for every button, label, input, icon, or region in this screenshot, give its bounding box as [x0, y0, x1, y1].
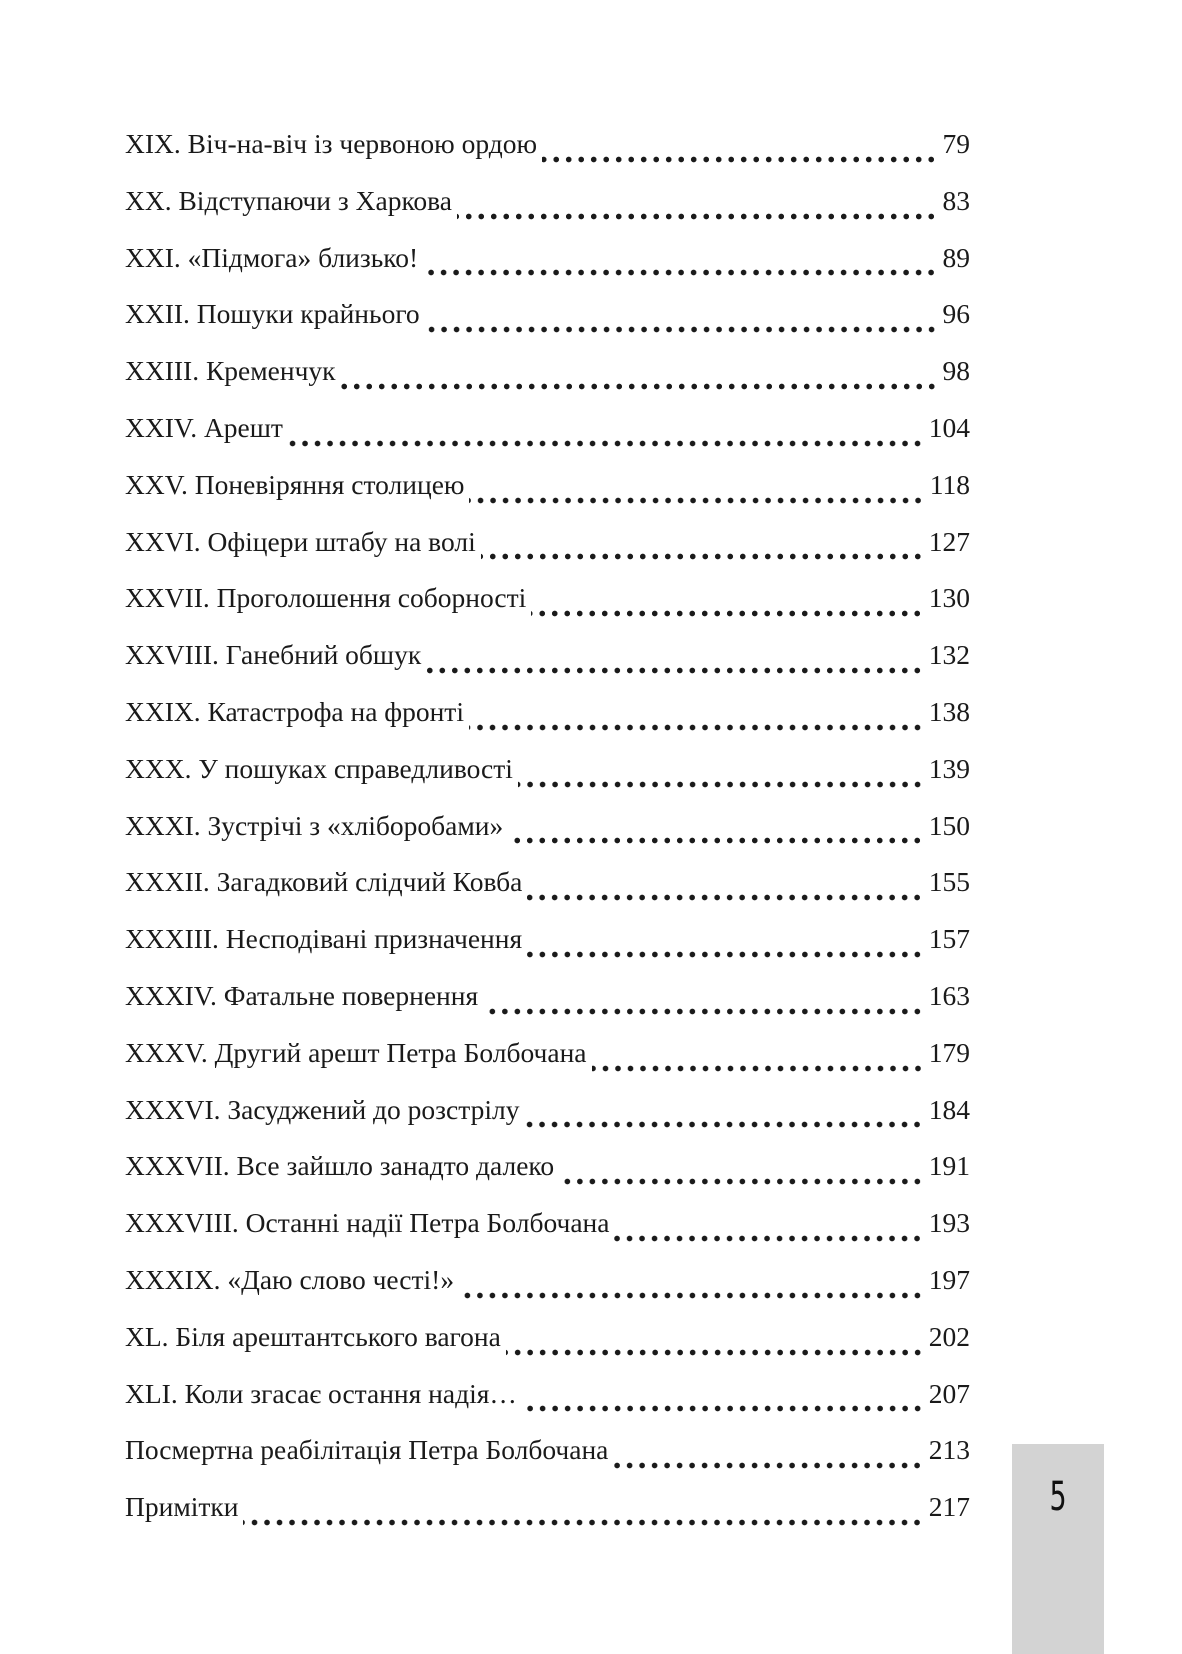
toc-entry-title: XXXII. Загадковий слідчий Ковба [125, 866, 523, 898]
toc-entry-page: 184 [928, 1093, 970, 1125]
dot-leader [457, 213, 938, 220]
dot-leader [469, 497, 924, 504]
page-number: 5 [1049, 1474, 1067, 1520]
toc-entry-page: 157 [928, 923, 970, 955]
toc-entry [125, 1035, 970, 1092]
toc-entry [125, 1376, 970, 1433]
toc-entry-title: XXVIII. Ганебний обшук [125, 639, 422, 671]
toc-entry [125, 751, 970, 808]
toc-entry-page: 193 [928, 1207, 970, 1239]
toc-entry-page: 207 [928, 1377, 970, 1409]
dot-leader [459, 1292, 924, 1299]
toc-entry [125, 1262, 970, 1319]
dot-leader [243, 1519, 923, 1526]
toc-entry [125, 296, 970, 353]
toc-entry-title: XXX. У пошуках справедливості [125, 752, 513, 784]
dot-leader [508, 837, 924, 844]
toc-entry [125, 808, 970, 865]
dot-leader [426, 667, 924, 674]
toc-entry [125, 1319, 970, 1376]
toc-entry-page: 179 [928, 1036, 970, 1068]
toc-entry-page: 139 [928, 752, 970, 784]
toc-entry-page: 130 [928, 582, 970, 614]
dot-leader [613, 1462, 923, 1469]
toc-entry-title: Посмертна реабілітація Петра Болбочана [125, 1434, 609, 1466]
toc-entry-title: XXIII. Кременчук [125, 355, 336, 387]
toc-entry [125, 694, 970, 751]
dot-leader [425, 326, 938, 333]
toc-entry-page: 155 [928, 866, 970, 898]
toc-entry-title: XXV. Поневіряння столицею [125, 468, 465, 500]
dot-leader [592, 1065, 924, 1072]
dot-leader [522, 1405, 924, 1412]
toc-entry [125, 126, 970, 183]
toc-entry-page: 163 [928, 979, 970, 1011]
toc-entry [125, 353, 970, 410]
toc-entry-title: XXIX. Катастрофа на фронті [125, 695, 464, 727]
toc-entry [125, 921, 970, 978]
toc-entry [125, 637, 970, 694]
toc-entry-title: XXI. «Підмога» близько! [125, 241, 419, 273]
toc-entry [125, 467, 970, 524]
toc-entry-page: 83 [942, 184, 970, 216]
toc-entry-title: XXII. Пошуки крайнього [125, 298, 420, 330]
dot-leader [542, 156, 937, 163]
toc-entry [125, 1092, 970, 1149]
toc-entry-title: XXXVI. Засуджений до розстрілу [125, 1093, 520, 1125]
table-of-contents [125, 126, 970, 1546]
toc-entry-page: 89 [942, 241, 970, 273]
dot-leader [506, 1349, 924, 1356]
toc-entry-title: XXXV. Другий арешт Петра Болбочана [125, 1036, 587, 1068]
dot-leader [518, 781, 924, 788]
toc-entry [125, 978, 970, 1035]
page-number-tab [1012, 1444, 1104, 1654]
toc-entry-title: Примітки [125, 1491, 239, 1523]
toc-entry-title: XL. Біля арештантського вагона [125, 1320, 501, 1352]
toc-entry-page: 138 [928, 695, 970, 727]
dot-leader [288, 440, 924, 447]
toc-entry-title: XXXIII. Несподівані призначення [125, 923, 523, 955]
toc-entry-page: 118 [929, 468, 970, 500]
toc-entry [125, 524, 970, 581]
toc-entry-title: XXXIX. «Даю слово честі!» [125, 1263, 455, 1295]
toc-entry [125, 410, 970, 467]
toc-entry-page: 213 [928, 1434, 970, 1466]
toc-entry-title: XX. Відступаючи з Харкова [125, 184, 452, 216]
toc-entry-page: 217 [928, 1491, 970, 1523]
toc-entry [125, 183, 970, 240]
toc-entry-title: XXIV. Арешт [125, 411, 283, 443]
toc-entry-page: 127 [928, 525, 970, 557]
toc-entry-page: 98 [942, 355, 970, 387]
toc-entry-page: 197 [928, 1263, 970, 1295]
toc-entry-page: 202 [928, 1320, 970, 1352]
toc-entry [125, 1205, 970, 1262]
toc-entry-page: 79 [942, 128, 970, 159]
toc-entry-title: XXXI. Зустрічі з «хліборобами» [125, 809, 504, 841]
toc-entry [125, 1489, 970, 1546]
dot-leader [524, 1121, 923, 1128]
dot-leader [531, 610, 923, 617]
toc-entry-page: 132 [928, 639, 970, 671]
toc-entry-title: XIX. Віч-на-віч із червоною ордою [125, 128, 538, 159]
dot-leader [483, 1008, 924, 1015]
toc-entry [125, 1148, 970, 1205]
toc-entry-title: XXXVII. Все зайшло занадто далеко [125, 1150, 555, 1182]
toc-entry-title: XXXVIII. Останні надії Петра Болбочана [125, 1207, 610, 1239]
dot-leader [527, 894, 923, 901]
dot-leader [481, 553, 924, 560]
toc-entry [125, 580, 970, 637]
toc-entry-title: XXVII. Проголошення соборності [125, 582, 527, 614]
toc-entry-page: 96 [942, 298, 970, 330]
toc-entry-page: 150 [928, 809, 970, 841]
toc-entry [125, 240, 970, 297]
toc-entry [125, 864, 970, 921]
toc-entry [125, 1432, 970, 1489]
toc-entry-title: XLI. Коли згасає остання надія… [125, 1377, 517, 1409]
toc-entry-title: XXXIV. Фатальне повернення [125, 979, 479, 1011]
dot-leader [559, 1178, 924, 1185]
toc-entry-page: 104 [928, 411, 970, 443]
toc-entry-title: XXVI. Офіцери штабу на волі [125, 525, 476, 557]
dot-leader [423, 269, 937, 276]
dot-leader [614, 1235, 923, 1242]
dot-leader [341, 383, 938, 390]
dot-leader [469, 724, 924, 731]
dot-leader [527, 951, 924, 958]
toc-entry-page: 191 [928, 1150, 970, 1182]
